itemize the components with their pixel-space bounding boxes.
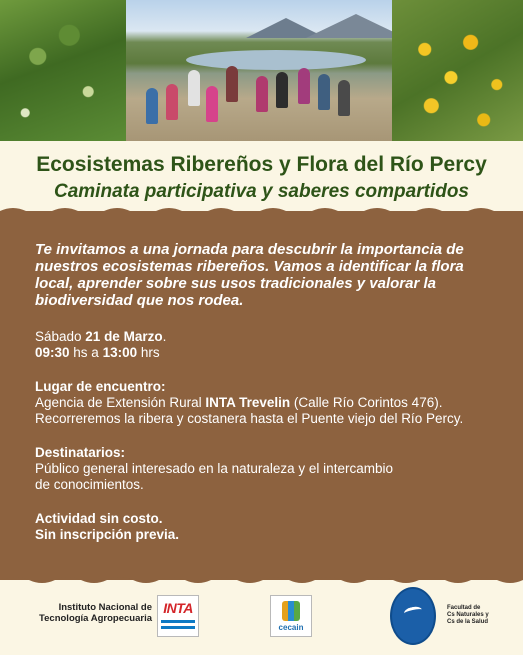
sponsor-logos — [0, 585, 523, 655]
inta-name-line: Tecnología Agropecuaria — [39, 613, 152, 624]
bird-icon — [403, 605, 422, 618]
person-figure — [298, 68, 310, 104]
person-figure — [206, 86, 218, 122]
inta-logo-stripe — [161, 620, 195, 623]
page-subtitle: Caminata participativa y saberes compartidos — [54, 181, 469, 202]
riverbank-vegetation-photo — [0, 0, 126, 141]
inta-institution-name — [34, 602, 152, 624]
end-time: 13:00 — [102, 345, 138, 360]
route-text: Recorreremos la ribera y costanera hasta el Puente viejo del Río Percy. — [35, 411, 464, 426]
meeting-heading: Lugar de encuentro: — [35, 379, 166, 394]
mountain-shape — [306, 14, 392, 38]
event-date: 21 de Marzo — [85, 329, 163, 344]
inta-logo-text: INTA — [163, 600, 193, 616]
person-figure — [146, 88, 158, 124]
date-block — [35, 329, 495, 361]
page-title: Ecosistemas Ribereños y Flora del Río Percy — [36, 153, 487, 176]
person-figure — [226, 66, 238, 102]
faculty-name-line: Facultad de — [447, 605, 481, 611]
person-figure — [276, 72, 288, 108]
person-figure — [188, 70, 200, 106]
start-time: 09:30 — [35, 345, 70, 360]
registration-line: Sin inscripción previa. — [35, 527, 180, 542]
river-shape — [186, 50, 366, 70]
inta-logo-stripe — [161, 626, 195, 629]
meeting-block — [35, 379, 495, 427]
address-street: (Calle Río Corintos 476). — [290, 395, 443, 410]
audience-heading: Destinatarios: — [35, 445, 126, 460]
date-prefix: Sábado — [35, 329, 86, 344]
time-line — [35, 345, 495, 361]
yellow-flowers-photo — [392, 0, 523, 141]
address-venue: INTA Trevelin — [205, 395, 291, 410]
cost-block — [35, 511, 495, 543]
inta-name-line: Instituto Nacional de — [58, 602, 152, 613]
faculty-name-line: Cs de la Salud — [447, 619, 489, 625]
time-separator: hs a — [69, 345, 103, 360]
cecain-logo — [270, 595, 312, 637]
inta-logo — [157, 595, 199, 637]
university-seal-logo — [390, 587, 436, 645]
faculty-name — [447, 605, 517, 626]
date-line — [35, 329, 495, 345]
person-figure — [166, 84, 178, 120]
info-panel — [0, 211, 523, 580]
cecain-logo-mark — [282, 601, 300, 621]
header-photo-strip — [0, 0, 523, 141]
cost-line: Actividad sin costo. — [35, 511, 163, 526]
wave-edge-top — [0, 205, 523, 217]
cecain-logo-text: cecain — [278, 623, 304, 632]
person-figure — [338, 80, 350, 116]
event-details — [35, 241, 495, 561]
date-suffix: . — [162, 329, 167, 344]
audience-block — [35, 445, 495, 493]
address-prefix: Agencia de Extensión Rural — [35, 395, 206, 410]
time-suffix: hrs — [137, 345, 160, 360]
person-figure — [318, 74, 330, 110]
faculty-name-line: Cs Naturales y — [447, 612, 489, 618]
meeting-address — [35, 395, 495, 411]
group-walk-photo — [126, 0, 392, 141]
person-figure — [256, 76, 268, 112]
audience-line: Público general interesado en la naturaleza y el intercambio — [35, 461, 393, 476]
audience-line: de conocimientos. — [35, 477, 144, 492]
intro-text: Te invitamos a una jornada para descubrir la importancia de nuestros ecosistemas ribereños. Vamos a identificar la flora local, aprender sobre sus usos tradicionales y valorar la biodiversidad que nos rodea. — [35, 241, 464, 309]
